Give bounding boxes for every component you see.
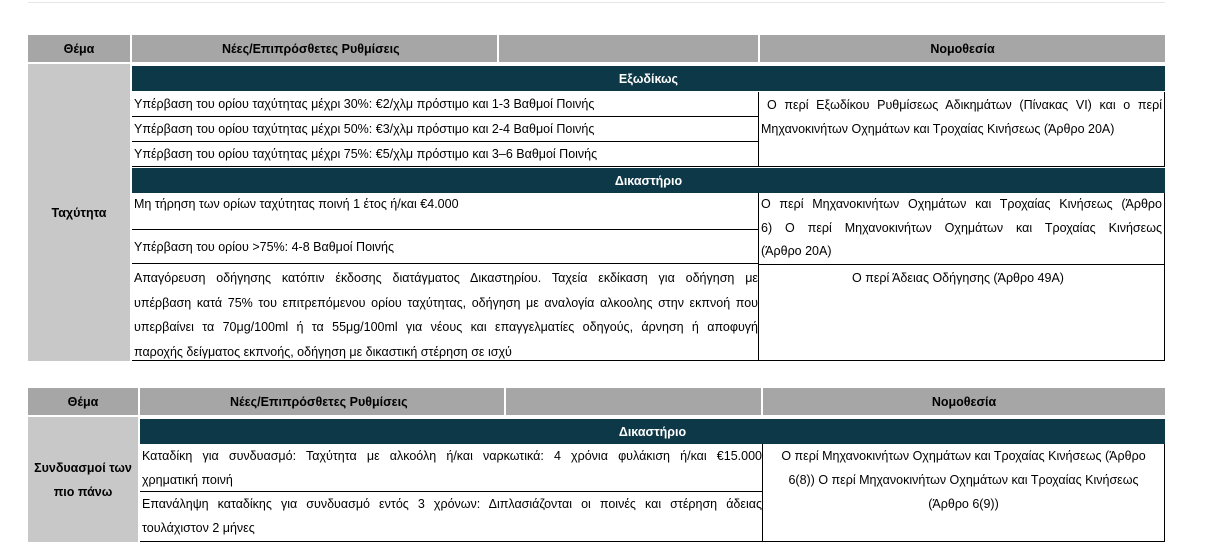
header-subject: Θέμα [28,388,138,415]
section-out-of-court: Εξωδίκως [132,66,1165,91]
text-line: χρηματική ποινή [142,472,233,487]
text-line: τουλάχιστον 2 μήνες [142,520,255,535]
text-line: υπέρβαση κατά 75% του επιτρεπόμενου ορίου ταχύτητας, οδήγηση με αναλογία αλκοολης στην εκπνοή που [134,295,758,310]
section-court: Δικαστήριο [132,168,1165,193]
table-row: Μη τήρηση των ορίων ταχύτητας ποινή 1 έτος ή/και €4.000 [132,193,758,230]
header-law: Νομοθεσία [763,388,1165,415]
law-line: 6) Ο περί Μηχανοκινήτων Οχημάτων και Τροχαίας Κινήσεως [761,220,1162,235]
text-line: Καταδίκη για συνδυασμό: Ταχύτητα με αλκοόλη ή/και ναρκωτικά: 4 χρόνια φυλάκιση ή/και €15.000 [142,449,762,463]
table-row-driving-ban [132,265,758,361]
text-line: υπερβαίνει τα 70μg/100ml ή τα 55μg/100ml για νέους και επαγγελματίες οδηγούς, άρνηση ή αποφυγή [134,320,758,334]
subject-line: Συνδυασμοί των [34,460,132,475]
section-court: Δικαστήριο [140,419,1165,444]
header-law: Νομοθεσία [760,35,1165,62]
table-row: Υπέρβαση του ορίου ταχύτητας μέχρι 75%: €5/χλμ πρόστιμο και 3–6 Βαθμοί Ποινής [132,142,758,167]
law-cell-court [758,193,1165,265]
text-line: παροχής δείγματος εκπνοής, οδήγηση με δικαστική στέρηση σε ισχύ [134,344,512,359]
law-line: Μηχανοκινήτων Οχημάτων και Τροχαίας Κινήσεως (Άρθρο 20Α) [761,122,1115,136]
table-row: Υπέρβαση του ορίου ταχύτητας μέχρι 30%: €2/χλμ πρόστιμο και 1-3 Βαθμοί Ποινής [132,92,758,117]
law-cell-combinations [762,444,1165,542]
table-row [140,492,762,542]
subject-cell: Ταχύτητα [28,64,130,361]
subject-cell [28,417,138,542]
text-line: Απαγόρευση οδήγησης κατόπιν έκδοσης διατάγματος Δικαστηρίου. Ταχεία εκδίκαση για οδήγηση με [134,271,758,285]
top-divider [28,2,1165,3]
law-cell-ban: Ο περί Άδειας Οδήγησης (Άρθρο 49Α) [758,265,1165,361]
header-empty [506,388,761,415]
text-line: Επανάληψη καταδίκης για συνδυασμό εντός 3 χρόνων: Διπλασιάζονται οι ποινές και στέρηση άδειας [142,497,762,511]
law-line: (Άρθρο 6(9)) [928,497,999,511]
law-line: Ο περί Μηχανοκινήτων Οχημάτων και Τροχαίας Κινήσεως (Άρθρο [761,197,1162,211]
subject-line: πιο πάνω [53,484,113,499]
table-row: Υπέρβαση του ορίου ταχύτητας μέχρι 50%: €3/χλμ πρόστιμο και 2-4 Βαθμοί Ποινής [132,117,758,142]
law-line: (Άρθρο 20Α) [761,244,832,258]
law-line: Ο περί Μηχανοκινήτων Οχημάτων και Τροχαίας Κινήσεως (Άρθρο [781,449,1146,463]
law-line: Ο περί Εξωδίκου Ρυθμίσεως Αδικημάτων (Πίνακας VI) και ο περί [767,98,1162,112]
table-row [140,444,762,492]
header-empty [499,35,758,62]
table-row: Υπέρβαση του ορίου >75%: 4-8 Βαθμοί Ποινής [132,230,758,264]
header-subject: Θέμα [28,35,130,62]
header-rules: Νέες/Επιπρόσθετες Ρυθμίσεις [140,388,504,415]
law-line: 6(8)) Ο περί Μηχανοκινήτων Οχημάτων και Τροχαίας Κινήσεως [788,473,1139,487]
law-cell-out-of-court [758,92,1165,167]
header-rules: Νέες/Επιπρόσθετες Ρυθμίσεις [132,35,497,62]
